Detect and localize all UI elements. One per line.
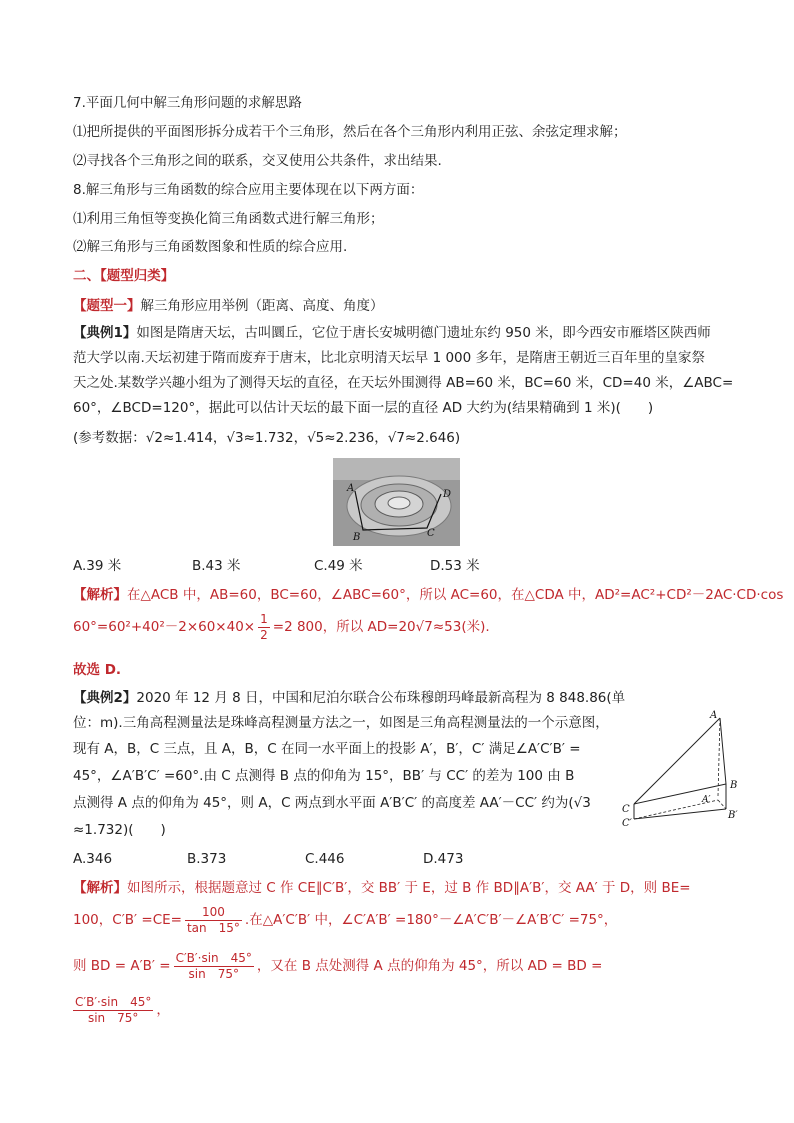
example1-line4: 60°，∠BCD=120°，据此可以估计天坛的最下面一层的直径 AD 大约为(结果精确到 1 米)( ) [73,400,654,416]
solution1-line1 [73,585,783,605]
example1-tag: 【典例1】 [73,325,137,341]
example2-line2: 位：m).三角高程测量法是珠峰高程测量方法之一，如图是三角高程测量法的一个示意图， [73,715,609,731]
text-line-8-1: ⑴利用三角恒等变换化简三角函数式进行解三角形； [73,211,384,227]
fraction-numerator: 1 [260,611,268,626]
reference-prefix: (参考数据： [73,430,146,446]
photo-label-c: C [427,528,435,539]
fraction3-numerator: C′B′·sin 45° [75,994,152,1009]
example2-tag: 【典例2】 [73,690,137,706]
example1-option-a: A.39 米 [73,558,122,574]
fraction2-numerator: C′B′·sin 45° [175,950,252,965]
fraction3-denominator: sin 75° [87,1010,139,1025]
text-line-7-1: ⑴把所提供的平面图形拆分成若干个三角形，然后在各个三角形内利用正弦、余弦定理求解； [73,124,627,140]
example2-line3: 现有 A，B，C 三点，且 A，B，C 在同一水平面上的投影 A′，B′，C′ 满足∠A′C′B′ = [73,741,581,757]
example2-text-1: 2020 年 12 月 8 日，中国和尼泊尔联合公布珠穆朗玛峰最新高程为 8 848.86(单 [136,690,626,706]
tri-label-b: B [730,780,738,791]
example1-reference [73,428,460,448]
solution2-line4 [73,992,170,1028]
solution2-text-2b: .在△A′C′B′ 中，∠C′A′B′ =180°－∠A′C′B′－∠A′B′C′ =75°， [244,912,618,928]
section-heading: 二、【题型归类】 [73,268,175,284]
solution1-text-2b: =2 800，所以 AD=20√7≈53(米). [272,619,490,635]
example2-option-c: C.446 [305,851,345,867]
tri-label-c: C [622,804,630,815]
solution1-fraction [258,612,270,643]
fraction1-numerator: 100 [185,905,242,921]
example2-line4: 45°，∠A′B′C′ =60°.由 C 点测得 B 点的仰角为 15°，BB′ 与 CC′ 的差为 100 由 B [73,768,575,784]
solution2-fraction-1 [185,905,242,936]
photo-label-d: D [443,489,452,500]
solution2-text-3b: ，又在 B 点处测得 A 点的仰角为 45°，所以 AD = BD = [256,958,603,974]
example2-option-a: A.346 [73,851,113,867]
example1-line3: 天之处.某数学兴趣小组为了测得天坛的直径，在天坛外围测得 AB=60 米，BC=60 米，CD=40 米，∠ABC= [73,375,734,391]
example1-line1 [73,323,711,343]
solution1-answer: 故选 D. [73,662,122,678]
example2-option-b: B.373 [187,851,227,867]
solution2-text-4b: ， [156,1002,170,1018]
fraction1-denominator: tan 15° [186,920,240,935]
solution2-line2 [73,902,617,938]
example1-option-c: C.49 米 [314,558,363,574]
reference-values: √2≈1.414，√3≈1.732，√5≈2.236，√7≈2.646) [145,430,461,446]
type1-title: 解三角形应用举例（距离、高度、角度） [140,298,384,314]
solution2-fraction-3 [73,995,153,1026]
triangulation-diagram [622,708,747,830]
example1-text-1: 如图是隋唐天坛，古叫圜丘，它位于唐长安城明德门遗址东约 950 米，即今西安市雁塔区陕西师 [136,325,711,341]
solution1-tag: 【解析】 [73,587,127,603]
example1-option-b: B.43 米 [192,558,241,574]
tri-label-a-prime: A′ [702,795,711,805]
solution1-text-2a: 60°=60²+40²－2×60×40× [73,619,256,635]
type1-tag: 【题型一】 [73,298,141,314]
solution2-text-3a: 则 BD = A′B′ = [73,958,171,974]
example2-line6: ≈1.732)( ) [73,822,166,838]
solution1-line2 [73,610,490,644]
photo-label-a: A [347,483,355,494]
photo-label-b: B [353,532,361,543]
solution2-tag: 【解析】 [73,880,127,896]
text-line-8-2: ⑵解三角形与三角函数图象和性质的综合应用. [73,239,348,255]
example2-line1 [73,688,625,708]
text-line-7-2: ⑵寻找各个三角形之间的联系，交叉使用公共条件，求出结果. [73,153,442,169]
solution2-text-1: 如图所示，根据题意过 C 作 CE∥C′B′，交 BB′ 于 E，过 B 作 BD∥A′B′，交 AA′ 于 D，则 BE= [127,880,691,896]
example1-option-d: D.53 米 [430,558,480,574]
type1-heading [73,296,384,316]
solution2-text-2a: 100，C′B′ =CE= [73,912,182,928]
tri-label-c-prime: C′ [622,818,632,829]
example2-line5: 点测得 A 点的仰角为 45°，则 A，C 两点到水平面 A′B′C′ 的高度差 AA′－CC′ 约为(√3 [73,795,591,811]
fraction2-denominator: sin 75° [188,966,239,981]
solution2-line1 [73,878,691,898]
solution2-line3 [73,948,602,984]
text-line-8: 8.解三角形与三角函数的综合应用主要体现在以下两方面： [73,182,424,198]
example2-option-d: D.473 [423,851,464,867]
fraction-denominator: 2 [260,627,268,642]
text-line-7: 7.平面几何中解三角形问题的求解思路 [73,95,302,111]
tri-label-b-prime: B′ [728,810,738,821]
solution1-text-1: 在△ACB 中，AB=60，BC=60，∠ABC=60°，所以 AC=60，在△CDA 中，AD²=AC²+CD²－2AC·CD·cos [127,587,784,603]
tiantan-photo [333,458,460,546]
tri-label-a: A [710,710,718,721]
solution2-fraction-2 [174,951,254,982]
example1-line2: 范大学以南.天坛初建于隋而废弃于唐末，比北京明清天坛早 1 000 多年，是隋唐王朝近三百年里的皇家祭 [73,350,706,366]
